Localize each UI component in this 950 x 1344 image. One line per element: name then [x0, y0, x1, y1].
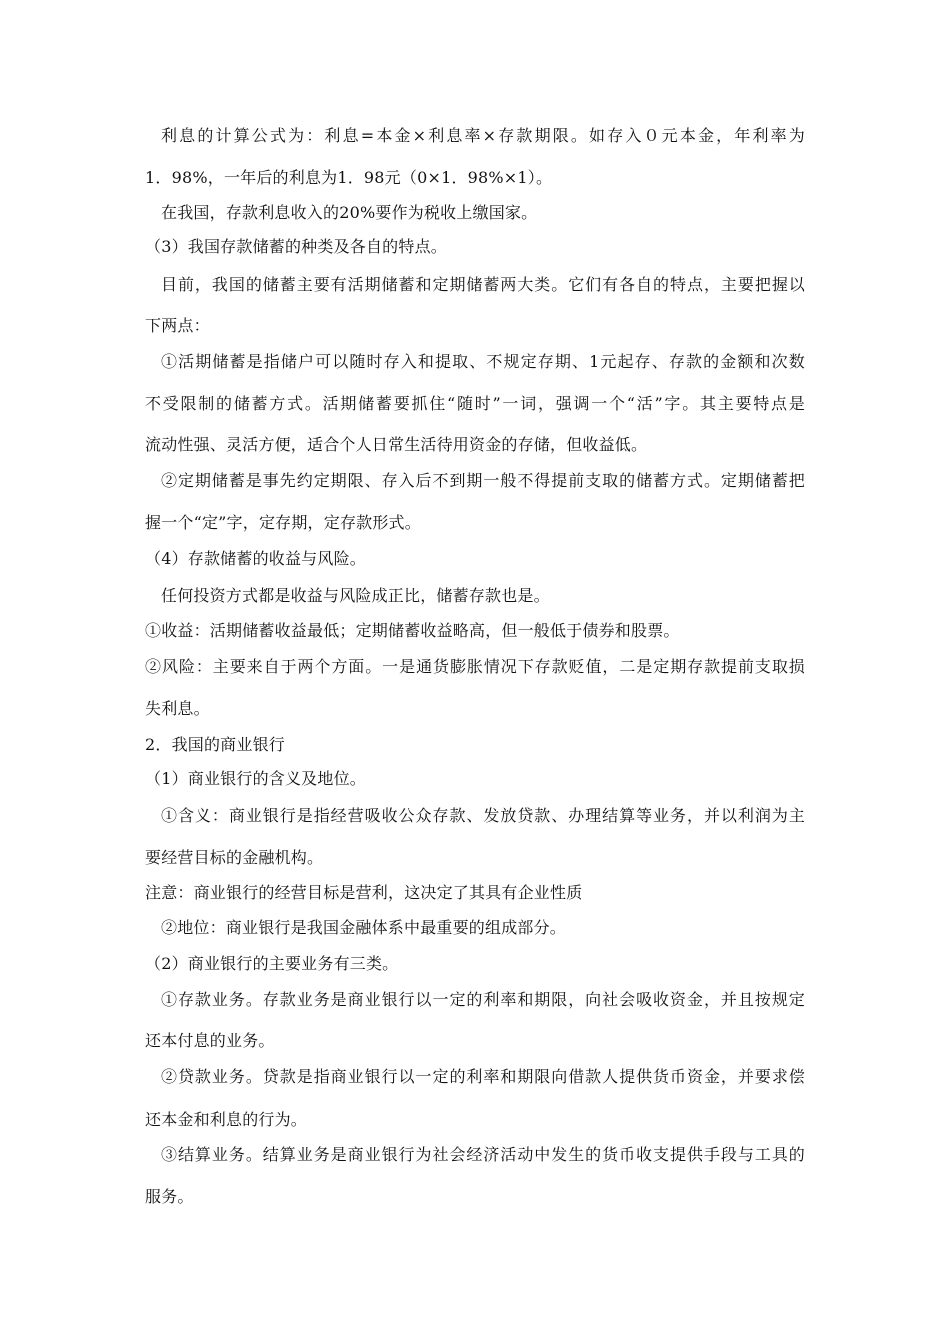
section-heading: （1）商业银行的含义及地位。 — [145, 769, 366, 788]
text-line: 还本付息的业务。 — [145, 1031, 275, 1050]
text-line: 任何投资方式都是收益与风险成正比，储蓄存款也是。 — [161, 586, 550, 605]
text-line: ②风险：主要来自于两个方面。一是通货膨胀情况下存款贬值，二是定期存款提前支取损 — [145, 657, 805, 676]
text-line: 服务。 — [145, 1187, 194, 1206]
text-line: 1．98%，一年后的利息为1．98元（0×1．98%×1）。 — [145, 168, 553, 187]
text-line: ②贷款业务。贷款是指商业银行以一定的利率和期限向借款人提供货币资金，并要求偿 — [161, 1067, 805, 1086]
text-line: ③结算业务。结算业务是商业银行为社会经济活动中发生的货币收支提供手段与工具的 — [161, 1145, 805, 1164]
text-line: 利息的计算公式为：利息=本金×利息率×存款期限。如存入０元本金，年利率为 — [161, 126, 805, 145]
text-line: ①含义：商业银行是指经营吸收公众存款、发放贷款、办理结算等业务，并以利润为主 — [161, 806, 805, 825]
text-line: 握一个“定”字，定存期，定存款形式。 — [145, 513, 421, 532]
text-line: ②地位：商业银行是我国金融体系中最重要的组成部分。 — [161, 918, 567, 937]
section-heading: （2）商业银行的主要业务有三类。 — [145, 954, 399, 973]
text-line: 在我国，存款利息收入的20%要作为税收上缴国家。 — [161, 203, 538, 222]
text-line: ①活期储蓄是指储户可以随时存入和提取、不规定存期、1元起存、存款的金额和次数 — [161, 352, 805, 371]
text-line: ①收益：活期储蓄收益最低；定期储蓄收益略高，但一般低于债券和股票。 — [145, 621, 680, 640]
text-line: 失利息。 — [145, 699, 210, 718]
text-line: ②定期储蓄是事先约定期限、存入后不到期一般不得提前支取的储蓄方式。定期储蓄把 — [161, 471, 805, 490]
text-line: 要经营目标的金融机构。 — [145, 848, 324, 867]
note-line: 注意：商业银行的经营目标是营利，这决定了其具有企业性质 — [145, 883, 583, 902]
text-line: 不受限制的储蓄方式。活期储蓄要抓住“随时”一词，强调一个“活”字。其主要特点是 — [145, 394, 805, 413]
section-heading: （3）我国存款储蓄的种类及各自的特点。 — [145, 237, 447, 256]
text-line: 下两点： — [145, 316, 210, 335]
text-line: 目前，我国的储蓄主要有活期储蓄和定期储蓄两大类。它们有各自的特点，主要把握以 — [161, 275, 805, 294]
section-heading: （4）存款储蓄的收益与风险。 — [145, 549, 366, 568]
text-line: ①存款业务。存款业务是商业银行以一定的利率和期限，向社会吸收资金，并且按规定 — [161, 990, 805, 1009]
text-line: 还本金和利息的行为。 — [145, 1110, 308, 1129]
section-heading: 2．我国的商业银行 — [145, 735, 285, 754]
text-line: 流动性强、灵活方便，适合个人日常生活待用资金的存储，但收益低。 — [145, 435, 648, 454]
